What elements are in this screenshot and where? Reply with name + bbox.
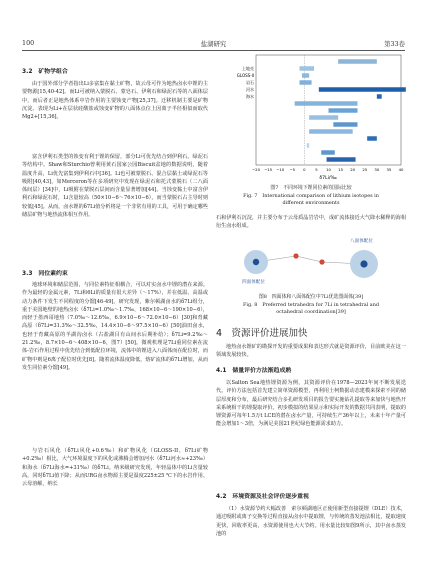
range-bar	[307, 143, 309, 147]
x-axis-label: δ7Li/‰	[319, 176, 337, 181]
range-bar	[309, 115, 338, 119]
range-bar	[319, 87, 406, 91]
x-tick-label: −15	[264, 167, 273, 172]
x-tick-label: 0	[303, 167, 306, 172]
x-tick-label: 25	[362, 167, 368, 172]
coordination-diagram	[238, 232, 388, 288]
category-label: GLOSS-II	[236, 72, 254, 78]
header-rule	[22, 50, 405, 51]
x-tick-label: 20	[350, 167, 356, 172]
page-number: 100	[22, 39, 35, 47]
fig8-caption-en-line2: octahedral coordination[39]	[276, 309, 346, 315]
x-tick-label: −20	[251, 167, 261, 172]
tetrahedral-label: 四面体配位	[242, 280, 265, 285]
x-tick-label: 10	[326, 167, 331, 172]
shared-oxygen	[319, 259, 324, 264]
journal-title: 盐湖研究	[200, 40, 227, 48]
paragraph-illite: 富含伊利石类型的蚀变有利于锂的保留，部分Li可优先结合到伊利石、绿泥石等结构中。Shaw和Sturchio曾利用黄石国家公园Biscuit盆地的数据说明，随着温度升高，Li优先富集到伊利石中[36]。Li也可被蒙脱石、混合层黏土或绿泥石等吸附[40,43]，如Merceron等在多项研究中发现在绿泥石和托式蒙脱石（二八面体间层）[34]中，Li吸附在蒙脱石层间而含量显著增加[44]。当蚀变黏土中富含伊利石和绿泥石时，Li含量较高（50×10−6～76×10−6），而当蒙脱石占主导时则较低[45]。从而，卤水锂的δ7Li值分析将是一个非常有用的工具，可用于确定哪些储层矿物与地热流体相互作用。	[22, 154, 208, 219]
fig8-caption-en-line1: Fig. 8 Preferred tetrahedra for 7Li in tetrahedral and	[243, 302, 379, 308]
range-bar	[333, 122, 357, 126]
range-bar	[295, 101, 358, 105]
shared-oxygen	[293, 253, 298, 258]
x-tick-label: 40	[398, 167, 404, 172]
section-3-3-heading: 3.3 同位素约束	[22, 271, 68, 277]
fig7-caption-cn: 图7 不同环境下锂同位素的国际比较	[270, 185, 352, 191]
section-4-1-heading: 4.1 储量评价方法渐趋成熟	[216, 368, 292, 374]
category-label: 岩石	[246, 79, 254, 85]
range-bar	[300, 80, 312, 84]
lithium-ion-b	[360, 260, 367, 267]
range-bar	[377, 94, 382, 98]
fig7-caption-en-line1: Fig. 7 International comparison of lithium isotopes in	[243, 193, 379, 199]
range-bar	[329, 108, 358, 112]
range-bar	[309, 129, 353, 133]
paragraph-mineralogy: 由于国外部分学者指出Li多富集在黏土矿物，故云母可作为地热卤水中锂的主要物源[15,40-42]。而Li可被纳入蒙脱石、蒙皂石、伊利石和绿泥石等的八面体层中，而后者正是地热体系中岩作用的主要蚀变产物[25,37]。迁移机制主要是矿物沉淀、表现为Li+在层状硅酸盐或蚀变矿物的八面体点位上因离子半径相似而取代Mg2+[15,36]。	[22, 81, 208, 121]
range-bar	[327, 157, 356, 161]
section-4-2-heading: 4.2 环境资源及社会评价逐步重视	[216, 494, 309, 500]
range-bar	[302, 73, 309, 77]
x-tick-label: 5	[315, 167, 318, 172]
section-4-heading: 4 资源评价进展加快	[216, 328, 308, 339]
paragraph-resource-eval: 地热卤水锂矿的勘探开发的重要成果和表达形式就是资源评价，目前欧美在这一领域发展较快。	[216, 344, 406, 359]
fig7-caption-en-line2: different environments	[282, 200, 340, 206]
paragraph-water-saving: （1）水资源节约大幅改善 索尔顿湖地区正使用新型直接提锂（DLE）技术，通过吸附或离子交换等过程直接从卤水中提取锂，与传统的蒸发池法相比，提取速度更快，回收率更高，水资源使用也大大节约。用水量比较如图9所示，其中卤水蒸发池的	[216, 506, 406, 537]
x-tick-label: 35	[386, 167, 392, 172]
range-bar	[367, 136, 377, 140]
range-bar	[300, 66, 315, 70]
section-3-2-heading: 3.2 矿物学组合	[22, 69, 68, 75]
octahedral-label: 八面体配位	[350, 239, 373, 244]
bond-line	[296, 256, 322, 262]
paragraph-brine-composition: 石和伊利石沉淀，并主要分布于云母质晶岩岩中，成矿流体接近大气降水稀释的海相衍生卤水组成。	[216, 215, 406, 230]
x-tick-label: 30	[374, 167, 380, 172]
category-label: 上地壳	[242, 65, 254, 71]
paragraph-salton-sea: 以Salton Sea地热锂资源为例，其资源评价在1978—2023年间不断发展迭代。评价方法包括首先建立简单资源模型，再利用土柯数据动态建模来探索不同的储层厚度和分布，最后研究结合多孔研发项目的报告要实施钻孔提取等来加快与地热开采系统相干的锂提取评价。初步模拟的结果显示和实际开发的数据共同表明，提取的锂资源可每年1.5万t LCE的潜在卤水产量，可持续生产36年以上，未来十年产量可能会增加1～3倍，为满足美国21世纪绿色能源需求助力。	[216, 380, 406, 428]
category-label: 海水	[246, 93, 254, 99]
x-tick-label: 15	[338, 167, 344, 172]
fig8-caption-cn: 图8 四面体和八面体配位中7Li优选图面体[39]	[258, 294, 364, 300]
paragraph-isotope: 地球环境和储层范围，与同位素特征相耦合，可以对实卤水中锂的潜在来源。作为最轻的金属元素，7Li和6Li的质量有很大差异（～17%），并在低温、高温或动力条件下发生不同程度的分馏[46-49]。研究发现，紫尔顿湖卤水的δ7Li组分，重于美国地壁的地热卤水（δ7Li=1.0‰～1.7‰，168×10−6～190×10−6），而轻于墨西哥地热（7.0‰～12.6‰，6.9×10−6～72.0×10−6）[30]和育藏高原（δ7Li=31.3‰～32.5‰，14.4×10−6～97.5×10−6）[50]油田卤水，也轻于育藏高原的羊湖沟卤水（古盐湖目有山间水后期补给）；δ7Li=9.2‰～21.2‰，8.7×10−6～408×10−6，图7）[50]。微观机理是7Li重同位素在流体-岩石作用过程中优先结合到低配位环境，流体中的锂进入八面体而在配位时，而矿物中则是6离子配位时优先[8]。随着流体温度降低，熔矿流体的δ7Li增加，从而发生同位素分馏[49]。	[22, 282, 208, 371]
lithium-isotope-chart	[216, 53, 406, 181]
x-tick-label: −10	[276, 167, 285, 172]
range-bar	[321, 150, 335, 154]
volume-number: 第33卷	[384, 40, 405, 48]
lithium-ion-a	[253, 259, 259, 265]
range-bar	[338, 59, 377, 63]
category-label: 河水	[246, 86, 254, 92]
paragraph-weathering: 与岩石风化（δ7Li风化+0.6‰）和矿物风化（GLOSS-II，δ7Li矿物+0.2‰）相比，大气环境温度下的风化或沸腾会增加河水（δ7Li河水≈+23‰）和海水（δ7Li海水=+31‰）的δ7Li。纳米级研究发现，年轻晶体中的Li含量较高，同时δ7Li值下降；从而URG卤水物源主要是温度225±25 ℃下的水岩作用、云母溶解，纳长	[22, 448, 208, 488]
x-tick-label: −5	[289, 167, 296, 172]
